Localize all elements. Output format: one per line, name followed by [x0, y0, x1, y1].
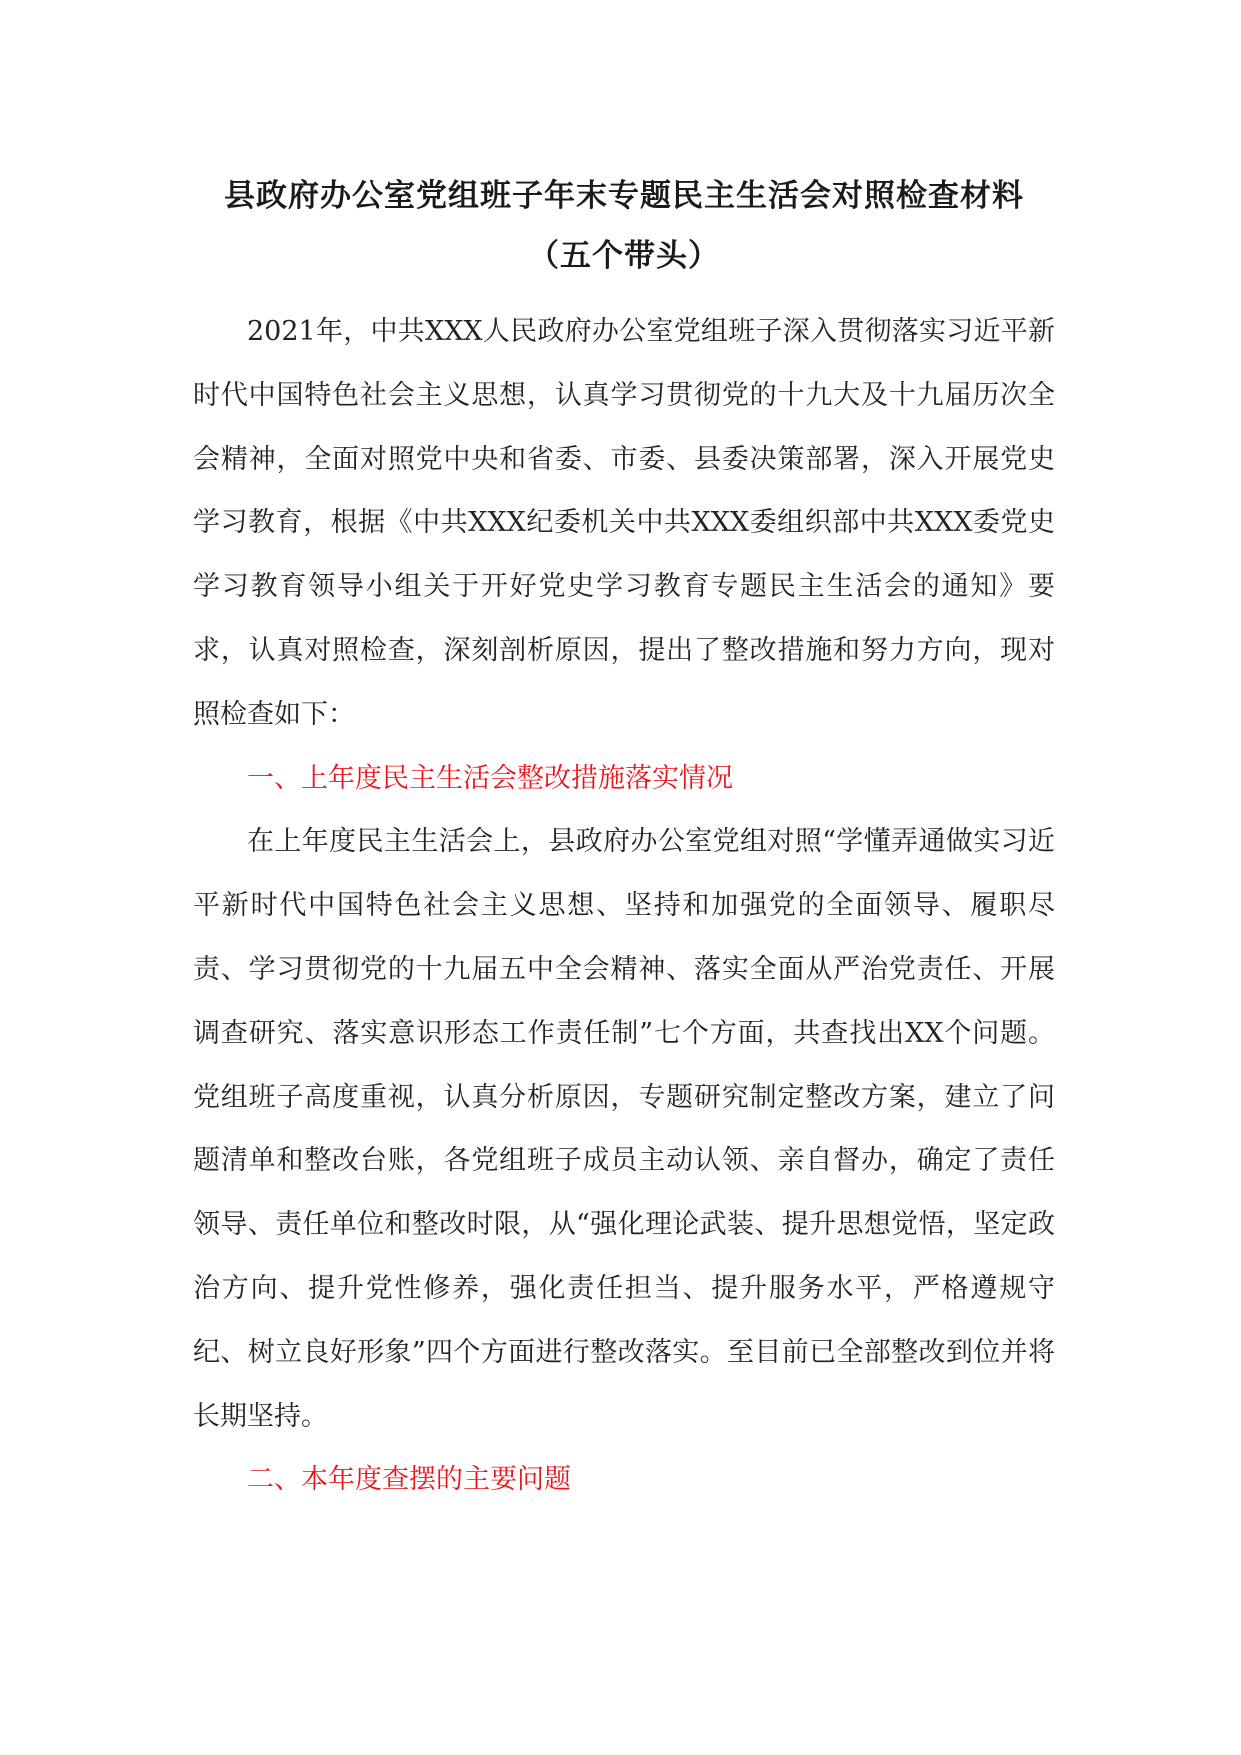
document-title: 县政府办公室党组班子年末专题民主生活会对照检查材料 [224, 178, 1024, 214]
document-subtitle: （五个带头） [528, 238, 720, 274]
intro-paragraph: 2021年，中共XXX人民政府办公室党组班子深入贯彻落实习近平新时代中国特色社会主义思想，认真学习贯彻党的十九大及十九届历次全会精神，全面对照党中央和省委、市委、县委决策部署，深入开展党史学习教育，根据《中共XXX纪委机关中共XXX委组织部中共XXX委党史学习教育领导小组关于开好党史学习教育专题民主生活会的通知》要求，认真对照检查，深刻剖析原因，提出了整改措施和努力方向，现对照检查如下： [193, 316, 1055, 730]
document-page [193, 176, 1055, 1512]
section-heading-2: 二、本年度查摆的主要问题 [247, 1464, 571, 1496]
section-heading-1: 一、上年度民主生活会整改措施落实情况 [247, 762, 733, 794]
section-1-paragraph: 在上年度民主生活会上，县政府办公室党组对照“学懂弄通做实习近平新时代中国特色社会主义思想、坚持和加强党的全面领导、履职尽责、学习贯彻党的十九届五中全会精神、落实全面从严治党责任、开展调查研究、落实意识形态工作责任制”七个方面，共查找出XX个问题。党组班子高度重视，认真分析原因，专题研究制定整改方案，建立了问题清单和整改台账，各党组班子成员主动认领、亲自督办，确定了责任领导、责任单位和整改时限，从“强化理论武装、提升思想觉悟，坚定政治方向、提升党性修养，强化责任担当、提升服务水平，严格遵规守纪、树立良好形象”四个方面进行整改落实。至目前已全部整改到位并将长期坚持。 [193, 826, 1055, 1432]
